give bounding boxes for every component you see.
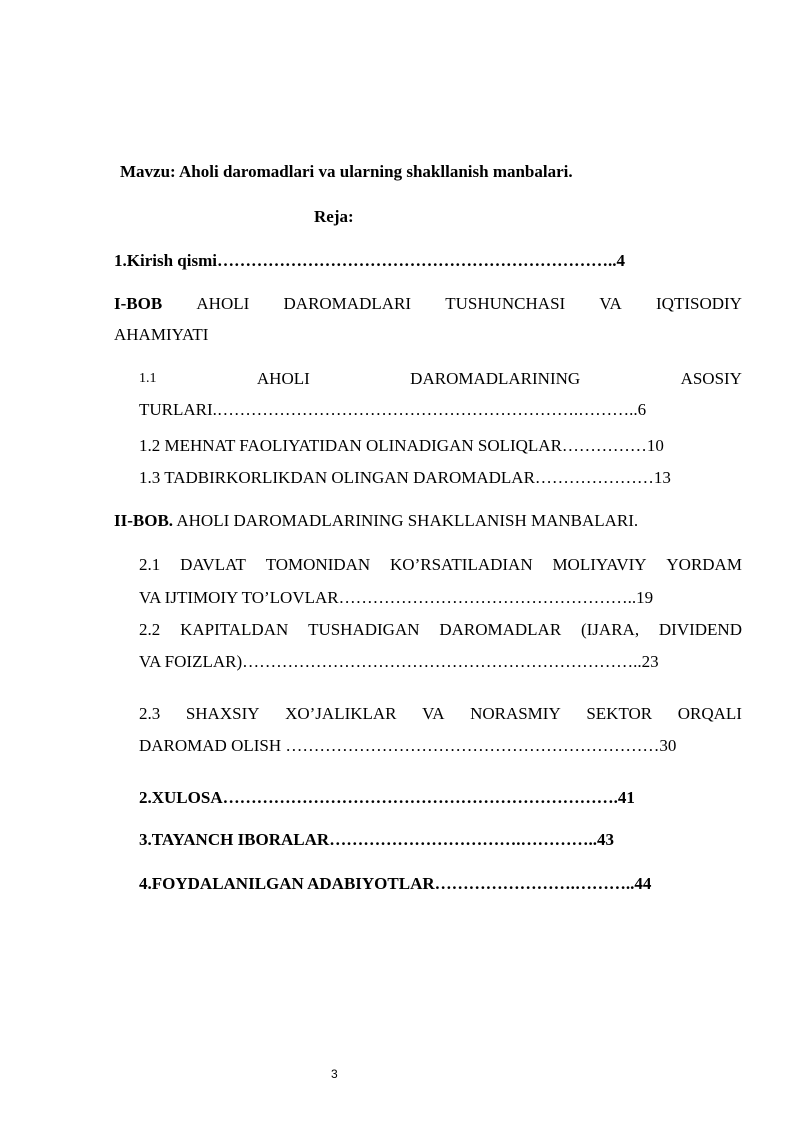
toc-section-2-2-word: TUSHADIGAN [308,620,420,639]
toc-chapter2-prefix: II-BOB. [114,511,174,530]
toc-chapter1-prefix: I-BOB [114,294,163,313]
toc-section-2-3-word: VA [422,704,445,723]
toc-section-2-1-word: KO’RSATILADIAN [390,555,533,574]
toc-keywords: 3.TAYANCH IBORALAR…………………………….…………..43 [139,830,614,849]
toc-chapter1-word: IQTISODIY [656,294,742,313]
toc-conclusion: 2.XULOSA…………………………………………………………….41 [139,788,635,807]
toc-chapter1-line2: AHAMIYATI [114,325,209,344]
toc-chapter2-text: AHOLI DAROMADLARINING SHAKLLANISH MANBALARI. [176,511,639,530]
toc-chapter1-word: DAROMADLARI [283,294,412,313]
toc-references: 4.FOYDALANILGAN ADABIYOTLAR…………………….………..44 [139,874,652,893]
toc-chapter1-line1 [114,294,742,314]
toc-section-2-3-word: XO’JALIKLAR [285,704,397,723]
toc-section-2-2-word: DIVIDEND [658,620,742,639]
toc-section-2-1-word: MOLIYAVIY [552,555,647,574]
toc-section-2-2-word: KAPITALDAN [180,620,289,639]
toc-section-2-3-word: 2.3 [139,704,161,723]
toc-section-2-1-word: 2.1 [139,555,161,574]
toc-chapter1-word: VA [599,294,622,313]
toc-section-2-3-word: SHAXSIY [185,704,260,723]
toc-chapter1-word: TUSHUNCHASI [445,294,566,313]
toc-section-1-1-number: 1.1 [139,371,157,386]
toc-section-2-3-line1 [139,704,742,724]
toc-section-2-1-line2: VA IJTIMOIY TO’LOVLAR……………………………………………..19 [139,588,654,607]
toc-section-1-3: 1.3 TADBIRKORLIKDAN OLINGAN DAROMADLAR…………………13 [139,468,671,487]
toc-section-1-1-word: DAROMADLARINING [410,369,581,388]
toc-section-2-3-word: NORASMIY [470,704,561,723]
toc-section-1-1-word: ASOSIY [680,369,742,388]
plan-heading: Reja: [314,207,354,226]
toc-section-1-1-word: AHOLI [256,369,310,388]
toc-section-2-2-word: 2.2 [139,620,161,639]
toc-section-2-3-line2: DAROMAD OLISH …………………………………………………………30 [139,736,677,755]
toc-section-2-1-word: DAVLAT [180,555,246,574]
toc-section-2-1-line1 [139,555,742,575]
toc-section-2-2-line1 [139,620,742,640]
toc-section-1-2: 1.2 MEHNAT FAOLIYATIDAN OLINADIGAN SOLIQLAR……………10 [139,436,664,455]
toc-section-2-1-word: TOMONIDAN [265,555,371,574]
toc-chapter2 [114,511,638,531]
toc-chapter1-word: AHOLI [196,294,250,313]
toc-section-2-2-word: (IJARA, [580,620,640,639]
toc-section-2-3-word: ORQALI [677,704,742,723]
toc-intro: 1.Kirish qismi……………………………………………………………..4 [114,251,625,270]
document-title: Mavzu: Aholi daromadlari va ularning shakllanish manbalari. [120,162,573,181]
toc-section-1-1-line2: TURLARI.……………………………………………………….………..6 [139,400,647,419]
toc-section-2-1-word: YORDAM [666,555,742,574]
toc-section-1-1-line1 [139,369,742,389]
page-number: 3 [331,1067,338,1081]
toc-section-2-2-word: DAROMADLAR [439,620,562,639]
toc-section-2-3-word: SEKTOR [586,704,653,723]
toc-section-2-2-line2: VA FOIZLAR)……………………………………………………………..23 [139,652,659,671]
